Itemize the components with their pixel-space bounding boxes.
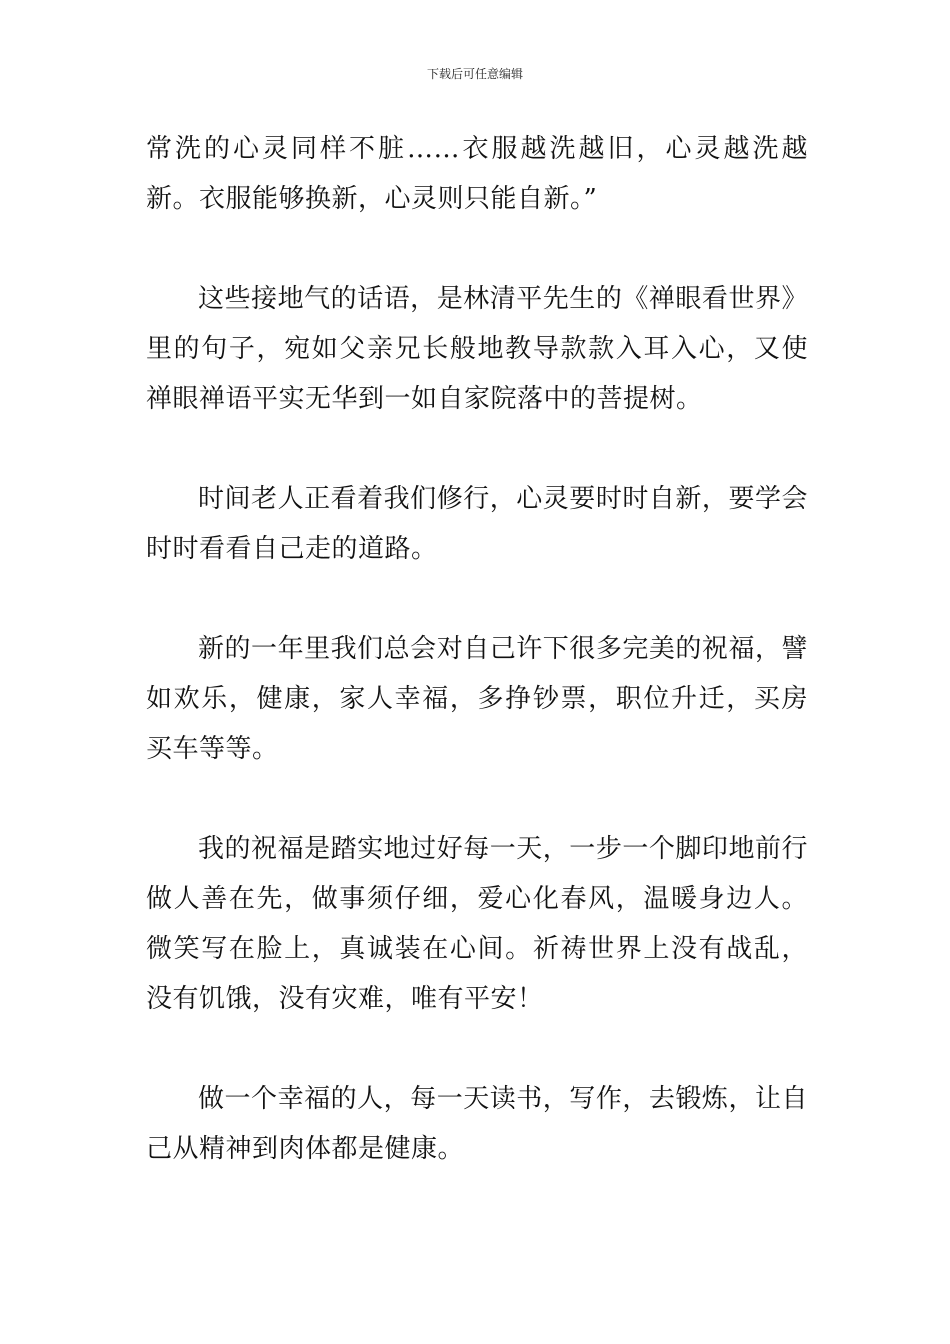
document-body (146, 124, 808, 1174)
paragraph-4: 新的一年里我们总会对自己许下很多完美的祝福，譬如欢乐，健康，家人幸福，多挣钞票，职位升迁，买房买车等等。 (146, 634, 808, 764)
paragraph-5: 我的祝福是踏实地过好每一天，一步一个脚印地前行做人善在先，做事须仔细，爱心化春风，温暖身边人。微笑写在脸上，真诚装在心间。祈祷世界上没有战乱，没有饥饿，没有灾难，唯有平安！ (146, 834, 808, 1014)
paragraph-1: 常洗的心灵同样不脏……衣服越洗越旧，心灵越洗越新。衣服能够换新，心灵则只能自新。” (146, 134, 808, 214)
paragraph-6: 做一个幸福的人，每一天读书，写作，去锻炼，让自己从精神到肉体都是健康。 (146, 1084, 808, 1164)
paragraph-2: 这些接地气的话语，是林清平先生的《禅眼看世界》里的句子，宛如父亲兄长般地教导款款入耳入心，又使禅眼禅语平实无华到一如自家院落中的菩提树。 (146, 284, 808, 414)
paragraph-3: 时间老人正看着我们修行，心灵要时时自新，要学会时时看看自己走的道路。 (146, 484, 808, 564)
page-header: 下载后可任意编辑 (426, 67, 523, 81)
